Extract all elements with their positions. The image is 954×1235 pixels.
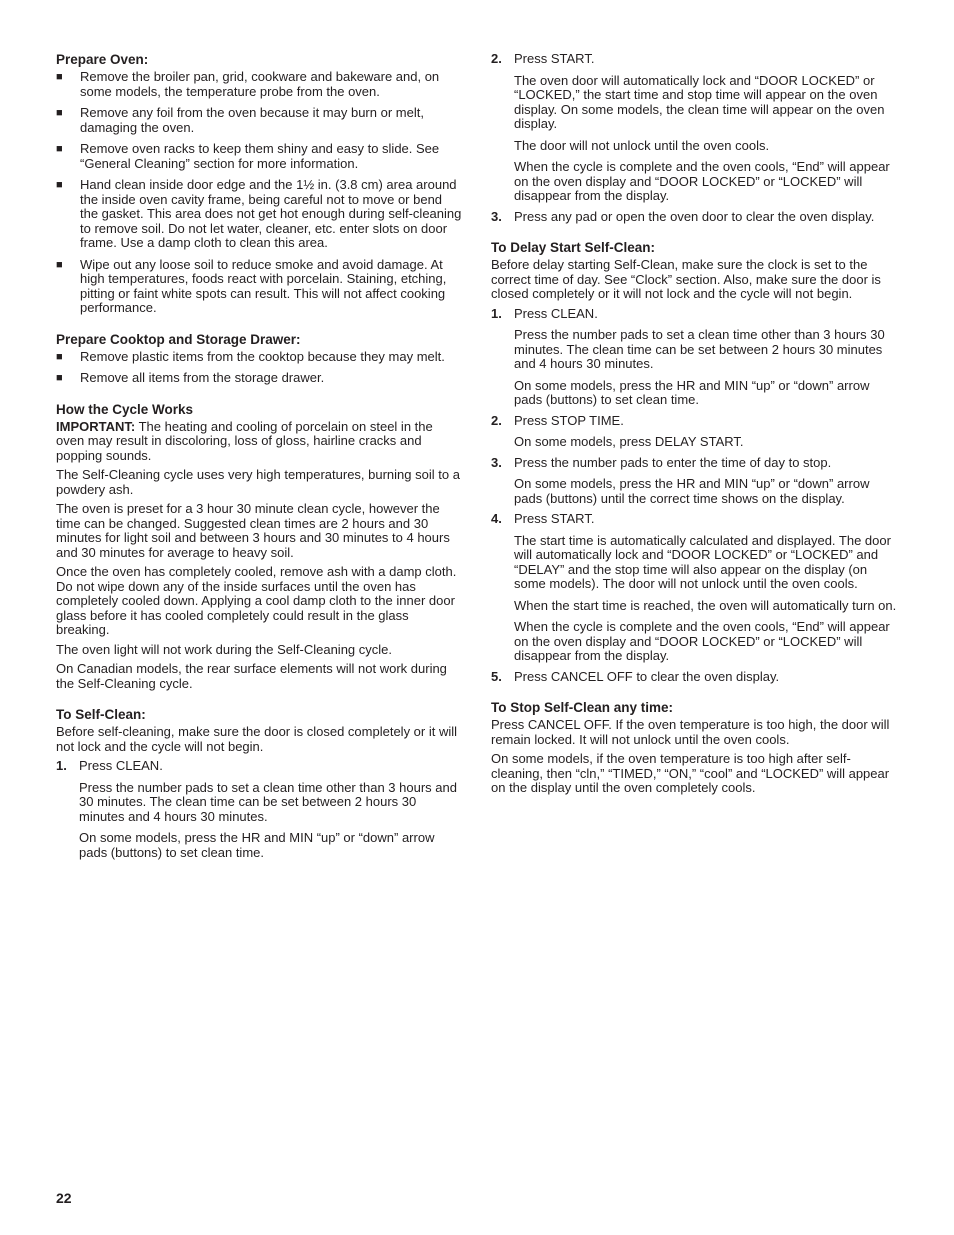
- section-prepare-oven: [56, 52, 463, 316]
- list-item: ■ Remove all items from the storage drawer.: [56, 370, 325, 385]
- step-item: [491, 670, 899, 685]
- step-item: [491, 512, 899, 664]
- section-how-cycle-works: [56, 402, 463, 692]
- heading-self-clean: To Self-Clean:: [56, 707, 146, 722]
- list-item: ■ Remove plastic items from the cooktop because they may melt.: [56, 348, 445, 364]
- paragraph: Once the oven has completely cooled, remove ash with a damp cloth. Do not wipe down any of the inside surfaces until the oven has completely cooled down. Applying a cool damp cloth to the inner door glass before it has cooled completely could result in the glass breaking.: [56, 564, 457, 637]
- section-self-clean-continued: [491, 52, 899, 224]
- bullet-square-icon: ■: [56, 71, 63, 83]
- right-column: [491, 52, 899, 812]
- step-body: Press any pad or open the oven door to clear the oven display.: [514, 208, 875, 224]
- section-prepare-cooktop: [56, 332, 463, 386]
- list-item: ■ Remove the broiler pan, grid, cookware and bakeware and, on some models, the temperature probe from the oven.: [56, 69, 440, 99]
- paragraph: Before delay starting Self-Clean, make sure the clock is set to the correct time of day. See “Clock” section. Also, make sure the door is closed completely or it will not lock and the cycle will not begin.: [491, 257, 881, 301]
- paragraph: The oven light will not work during the Self-Cleaning cycle.: [56, 641, 393, 657]
- heading-how-cycle-works: How the Cycle Works: [56, 401, 194, 417]
- bullet-square-icon: ■: [56, 258, 63, 271]
- paragraph: The oven is preset for a 3 hour 30 minute clean cycle, however the time can be changed. Suggested clean times are 2 hours and 30 minutes for light soil and between 3 hours and 30 minutes to 4 hours and 30 minutes for average to heavy soil.: [56, 501, 450, 560]
- step-item: [491, 414, 899, 450]
- list-item: ■ Wipe out any loose soil to reduce smoke and avoid damage. At high temperatures, foods react with porcelain. Staining, etching, pitting or faint white spots can result. This will not affect cooking performance.: [56, 256, 447, 315]
- step-item: [491, 456, 899, 507]
- step-number: 3.: [491, 454, 502, 470]
- section-stop-self-clean: [491, 700, 899, 796]
- step-item: [491, 307, 899, 408]
- step-body: Press START. The start time is automatically calculated and displayed. The door will automatically lock and “DOOR LOCKED” or “LOCKED” and “DELAY” and the stop time will also appear on the display (on some models). The door will not unlock until the oven cools. When the start time is reached, the oven will automatically turn on. When the cycle is complete and the oven cools, “End” will appear on the oven display and “DOOR LOCKED” or “LOCKED” will disappear from the display.: [514, 511, 897, 663]
- left-column: [56, 52, 463, 876]
- step-body: Press CANCEL OFF to clear the oven display.: [514, 668, 780, 684]
- bullet-square-icon: ■: [56, 350, 63, 363]
- step-body: Press CLEAN. Press the number pads to set a clean time other than 3 hours 30 minutes. The clean time can be set between 2 hours 30 minutes and 4 hours 30 minutes. On some models, press the HR and MIN “up” or “down” arrow pads (buttons) to set clean time.: [514, 305, 885, 407]
- bullet-square-icon: ■: [56, 372, 63, 384]
- step-item: [491, 210, 899, 225]
- paragraph: On Canadian models, the rear surface elements will not work during the Self-Cleaning cycle.: [56, 661, 447, 691]
- section-self-clean: [56, 707, 463, 860]
- section-delay-start: [491, 240, 899, 684]
- bullet-square-icon: ■: [56, 143, 63, 155]
- step-number: 1.: [56, 758, 67, 773]
- paragraph: Press CANCEL OFF. If the oven temperature is too high, the door will remain locked. It will not unlock until the oven cools.: [491, 717, 890, 747]
- step-item: [491, 52, 899, 204]
- step-body: Press CLEAN. Press the number pads to set a clean time other than 3 hours and 30 minutes. The clean time can be set between 2 hours 30 minutes and 4 hours 30 minutes. On some models, press the HR and MIN “up” or “down” arrow pads (buttons) to set clean time.: [79, 758, 457, 860]
- important-paragraph: IMPORTANT: The heating and cooling of porcelain on steel in the oven may result in discoloring, loss of gloss, hairline cracks and popping sounds.: [56, 418, 433, 463]
- list-item: ■ Hand clean inside door edge and the 1½ in. (3.8 cm) area around the inside oven cavity frame, being careful not to move or bend the gasket. This area does not get hot enough during self-cleaning to remove soil. Do not let water, cleaner, etc. enter slots on door frame. Use a damp cloth to clean this area.: [56, 177, 462, 250]
- step-item: [56, 759, 463, 860]
- list-item: ■ Remove oven racks to keep them shiny and easy to slide. See “General Cleaning” section for more information.: [56, 141, 440, 171]
- step-body: Press the number pads to enter the time of day to stop. On some models, press the HR and MIN “up” or “down” arrow pads (buttons) until the correct time shows on the display.: [514, 454, 870, 506]
- step-number: 3.: [491, 208, 502, 224]
- step-number: 2.: [491, 412, 502, 428]
- page-number: 22: [56, 1190, 72, 1206]
- step-body: Press STOP TIME. On some models, press DELAY START.: [514, 412, 744, 449]
- important-label: IMPORTANT:: [56, 418, 136, 434]
- step-number: 1.: [491, 305, 502, 321]
- heading-prepare-cooktop: Prepare Cooktop and Storage Drawer:: [56, 331, 301, 347]
- paragraph: Before self-cleaning, make sure the door is closed completely or it will not lock and the cycle will not begin.: [56, 724, 458, 754]
- bullet-square-icon: ■: [56, 107, 63, 119]
- heading-prepare-oven: Prepare Oven:: [56, 52, 149, 67]
- step-number: 2.: [491, 51, 502, 66]
- bullet-square-icon: ■: [56, 179, 63, 191]
- list-item: ■ Remove any foil from the oven because it may burn or melt, damaging the oven.: [56, 105, 424, 135]
- step-body: Press START. The oven door will automatically lock and “DOOR LOCKED” or “LOCKED,” the start time and stop time will appear on the oven display. On some models, the clean time will appear on the oven display. The door will not unlock until the oven cools. When the cycle is complete and the oven cools, “End” will appear on the oven display and “DOOR LOCKED” or “LOCKED” will disappear from the display.: [514, 51, 890, 203]
- heading-stop-self-clean: To Stop Self-Clean any time:: [491, 700, 674, 715]
- heading-delay-start: To Delay Start Self-Clean:: [491, 240, 656, 255]
- paragraph: The Self-Cleaning cycle uses very high temperatures, burning soil to a powdery ash.: [56, 467, 460, 497]
- step-number: 5.: [491, 668, 502, 684]
- paragraph: On some models, if the oven temperature is too high after self-cleaning, then “cln,” “TIMED,” “ON,” “cool” and “LOCKED” will appear on the display until the oven completely cools.: [491, 751, 890, 795]
- step-number: 4.: [491, 511, 502, 526]
